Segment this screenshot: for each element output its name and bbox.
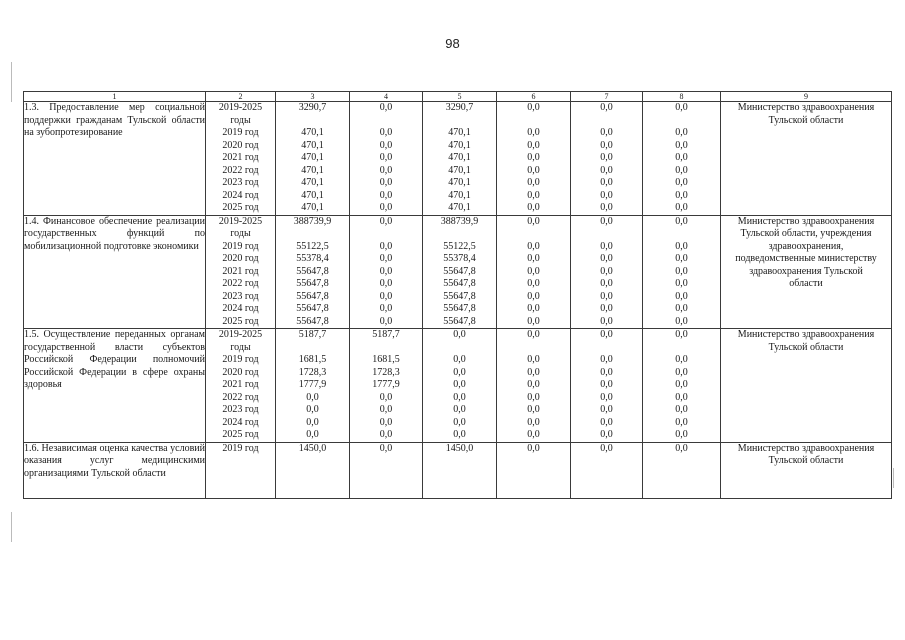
amount-value: 3290,7 <box>445 102 474 113</box>
amount-value <box>497 342 570 355</box>
period-label: 2025 год <box>222 315 259 327</box>
amount-value: 0,0 <box>379 240 393 252</box>
column-header-7: 7 <box>571 92 643 102</box>
amount-value: 0,0 <box>379 139 393 151</box>
amount-value: 0,0 <box>306 404 319 415</box>
amount-value: 55378,4 <box>296 253 329 264</box>
scan-margin-mark <box>11 512 12 542</box>
amount-value: 1681,5 <box>298 354 327 365</box>
amount-value: 0,0 <box>675 152 688 163</box>
amount-value: 0,0 <box>453 429 466 440</box>
amount-value <box>643 342 720 355</box>
amount-value: 0,0 <box>379 177 393 188</box>
amount-value: 0,0 <box>527 391 540 403</box>
amount-value: 0,0 <box>527 290 540 302</box>
amount-value: 5187,7 <box>298 329 327 340</box>
value-cell-c3 <box>276 329 350 443</box>
value-cell-c3 <box>276 442 350 498</box>
amount-value: 1681,5 <box>372 354 400 365</box>
amount-value: 0,0 <box>600 189 613 201</box>
value-cell-c7 <box>571 102 643 216</box>
amount-value: 55647,8 <box>296 303 329 314</box>
amount-value: 0,0 <box>527 177 540 188</box>
amount-value: 0,0 <box>527 189 540 201</box>
amount-value: 0,0 <box>600 416 613 428</box>
period-label: 2019 год <box>222 442 259 454</box>
period-label: 2021 год <box>222 265 259 277</box>
amount-value: 0,0 <box>600 391 613 403</box>
period-label: 2022 год <box>222 391 259 403</box>
amount-value: 55647,8 <box>296 278 329 289</box>
amount-value: 0,0 <box>600 177 613 188</box>
period-label: годы <box>230 228 251 239</box>
page-number: 98 <box>445 36 460 51</box>
header-row <box>24 92 892 102</box>
value-cell-c4 <box>350 102 423 216</box>
period-label: 2019 год <box>222 240 259 252</box>
amount-value: 0,0 <box>379 278 393 289</box>
value-cell-c8 <box>643 442 721 498</box>
amount-value: 0,0 <box>306 429 319 440</box>
amount-value: 0,0 <box>379 253 393 264</box>
amount-value <box>276 342 349 355</box>
period-label: 2024 год <box>222 416 259 428</box>
row-name-cell <box>24 329 206 443</box>
amount-value: 0,0 <box>306 416 319 428</box>
amount-value: 470,1 <box>301 127 324 138</box>
column-header-9: 9 <box>721 92 892 102</box>
amount-value: 0,0 <box>379 429 393 440</box>
value-cell-c6 <box>497 102 571 216</box>
amount-value <box>350 228 422 241</box>
amount-value: 1450,0 <box>298 442 327 454</box>
amount-value: 0,0 <box>600 278 613 289</box>
amount-value <box>643 115 720 128</box>
amount-value: 55122,5 <box>296 240 329 252</box>
amount-value: 55647,8 <box>443 303 476 314</box>
responsible-text: Министерство здравоохранения <box>737 215 875 227</box>
scan-margin-mark <box>11 62 12 102</box>
amount-value: 388739,9 <box>293 215 332 227</box>
amount-value: 0,0 <box>379 152 393 163</box>
amount-value <box>276 228 349 241</box>
amount-value: 470,1 <box>448 202 471 213</box>
amount-value: 0,0 <box>600 164 613 176</box>
amount-value <box>423 342 496 355</box>
amount-value: 0,0 <box>675 290 688 302</box>
amount-value: 0,0 <box>527 404 540 415</box>
amount-value: 0,0 <box>527 416 540 428</box>
amount-value: 0,0 <box>379 189 393 201</box>
value-cell-c5 <box>423 442 497 498</box>
period-label: 2024 год <box>222 189 259 201</box>
amount-value: 470,1 <box>301 177 324 188</box>
period-label: 2019-2025 <box>218 102 263 113</box>
value-cell-c8 <box>643 102 721 216</box>
value-cell-c4 <box>350 442 423 498</box>
period-cell <box>206 102 276 216</box>
amount-value <box>571 228 642 241</box>
amount-value: 0,0 <box>527 442 540 454</box>
amount-value: 0,0 <box>527 102 540 113</box>
amount-value <box>497 115 570 128</box>
amount-value: 0,0 <box>527 253 540 264</box>
value-cell-c5 <box>423 329 497 443</box>
amount-value: 0,0 <box>379 315 393 327</box>
amount-value: 0,0 <box>600 404 613 415</box>
amount-value: 0,0 <box>379 303 393 314</box>
amount-value: 0,0 <box>675 379 688 390</box>
row-name: 1.3. Предоставление мер социальной поддержки гражданам Тульской области на зубопротезирование <box>24 102 205 138</box>
amount-value: 0,0 <box>675 177 688 188</box>
amount-value: 55647,8 <box>296 290 329 302</box>
column-header-4: 4 <box>350 92 423 102</box>
amount-value: 0,0 <box>600 253 613 264</box>
amount-value: 0,0 <box>453 404 466 415</box>
amount-value: 0,0 <box>675 416 688 428</box>
amount-value: 470,1 <box>448 152 471 163</box>
row-name-cell <box>24 442 206 498</box>
value-cell-c6 <box>497 215 571 329</box>
responsible-text: Тульской области <box>768 114 844 126</box>
value-cell-c7 <box>571 215 643 329</box>
responsible-cell <box>721 329 892 443</box>
amount-value: 0,0 <box>600 315 613 327</box>
amount-value: 0,0 <box>379 265 393 277</box>
value-cell-c7 <box>571 329 643 443</box>
period-label: 2020 год <box>222 253 259 264</box>
row-name: 1.5. Осуществление переданных органам государственной власти субъектов Российской Федерации полномочий Российской Федерации в сфере охраны здоровья <box>24 329 205 390</box>
amount-value: 0,0 <box>527 303 540 314</box>
amount-value: 0,0 <box>600 303 613 314</box>
amount-value: 0,0 <box>527 240 540 252</box>
amount-value: 470,1 <box>301 189 324 201</box>
amount-value: 0,0 <box>675 253 688 264</box>
amount-value: 0,0 <box>600 354 613 365</box>
amount-value: 0,0 <box>600 102 613 113</box>
row-name: 1.6. Независимая оценка качества условий оказания услуг медицинскими организациями Тульской области <box>24 442 205 479</box>
period-label: 2023 год <box>222 290 259 302</box>
amount-value: 0,0 <box>675 315 688 327</box>
responsible-cell <box>721 215 892 329</box>
amount-value: 0,0 <box>379 404 393 415</box>
responsible-text: подведомственные министерству <box>735 253 877 264</box>
amount-value: 0,0 <box>453 354 466 365</box>
budget-table <box>23 91 892 499</box>
amount-value <box>423 115 496 128</box>
period-label: 2021 год <box>222 152 259 163</box>
responsible-text: здравоохранения Тульской <box>749 265 863 277</box>
scan-margin-mark <box>893 468 894 488</box>
amount-value <box>423 228 496 241</box>
amount-value <box>497 228 570 241</box>
amount-value: 470,1 <box>301 139 324 151</box>
amount-value: 55647,8 <box>296 265 329 277</box>
amount-value: 0,0 <box>527 379 540 390</box>
amount-value: 55647,8 <box>443 290 476 302</box>
amount-value: 0,0 <box>675 303 688 314</box>
amount-value: 0,0 <box>527 127 540 138</box>
amount-value: 0,0 <box>527 366 540 378</box>
amount-value: 1728,3 <box>298 366 327 378</box>
amount-value: 0,0 <box>306 391 319 403</box>
period-label: 2020 год <box>222 139 259 151</box>
amount-value <box>643 228 720 241</box>
amount-value: 0,0 <box>453 416 466 428</box>
value-cell-c5 <box>423 215 497 329</box>
amount-value <box>571 115 642 128</box>
period-label: 2022 год <box>222 164 259 176</box>
amount-value: 0,0 <box>379 202 393 213</box>
amount-value <box>276 115 349 128</box>
value-cell-c8 <box>643 215 721 329</box>
table-row <box>24 442 892 498</box>
responsible-text: Тульской области, учреждения <box>740 228 872 239</box>
period-label: 2019-2025 <box>218 215 263 227</box>
amount-value: 470,1 <box>448 127 471 138</box>
amount-value: 0,0 <box>600 152 613 163</box>
amount-value: 0,0 <box>675 442 688 454</box>
column-header-8: 8 <box>643 92 721 102</box>
amount-value: 55647,8 <box>443 315 476 327</box>
value-cell-c7 <box>571 442 643 498</box>
period-cell <box>206 329 276 443</box>
amount-value: 0,0 <box>600 215 613 227</box>
amount-value: 0,0 <box>675 164 688 176</box>
amount-value: 55122,5 <box>443 240 476 252</box>
amount-value: 0,0 <box>527 278 540 289</box>
column-header-1: 1 <box>24 92 206 102</box>
row-name-cell <box>24 102 206 216</box>
table-row <box>24 102 892 216</box>
amount-value: 0,0 <box>675 240 688 252</box>
amount-value: 0,0 <box>675 278 688 289</box>
period-label: 2024 год <box>222 303 259 314</box>
amount-value: 1777,9 <box>298 379 327 390</box>
amount-value: 0,0 <box>675 102 688 113</box>
responsible-text: Тульской области <box>768 341 844 353</box>
amount-value: 0,0 <box>600 290 613 302</box>
amount-value: 0,0 <box>453 366 466 378</box>
value-cell-c3 <box>276 215 350 329</box>
table-row <box>24 329 892 443</box>
value-cell-c8 <box>643 329 721 443</box>
amount-value: 5187,7 <box>372 329 400 340</box>
value-cell-c4 <box>350 215 423 329</box>
amount-value: 0,0 <box>675 329 688 340</box>
amount-value: 0,0 <box>527 315 540 327</box>
amount-value: 0,0 <box>379 391 393 403</box>
amount-value: 0,0 <box>600 442 613 454</box>
amount-value: 470,1 <box>301 202 324 213</box>
responsible-cell <box>721 102 892 216</box>
responsible-text: Министерство здравоохранения <box>737 102 875 113</box>
responsible-text: Тульской области <box>768 455 844 466</box>
period-label: 2025 год <box>222 202 259 213</box>
amount-value: 0,0 <box>527 429 540 440</box>
period-label: 2022 год <box>222 278 259 289</box>
amount-value: 0,0 <box>379 442 393 454</box>
amount-value: 0,0 <box>675 404 688 415</box>
amount-value: 1777,9 <box>372 379 400 390</box>
amount-value: 0,0 <box>600 265 613 277</box>
amount-value: 0,0 <box>453 391 466 403</box>
amount-value: 0,0 <box>675 215 688 227</box>
amount-value: 0,0 <box>527 139 540 151</box>
period-cell <box>206 215 276 329</box>
amount-value: 0,0 <box>600 379 613 390</box>
amount-value: 0,0 <box>527 164 540 176</box>
amount-value: 0,0 <box>379 416 393 428</box>
amount-value: 0,0 <box>379 215 393 227</box>
amount-value: 0,0 <box>527 265 540 277</box>
amount-value: 1728,3 <box>372 366 400 378</box>
amount-value: 0,0 <box>527 354 540 365</box>
amount-value: 0,0 <box>675 354 688 365</box>
value-cell-c3 <box>276 102 350 216</box>
amount-value: 55647,8 <box>296 315 329 327</box>
amount-value: 0,0 <box>379 290 393 302</box>
period-label: 2023 год <box>222 177 259 188</box>
table-body <box>24 92 892 499</box>
amount-value: 470,1 <box>301 164 324 176</box>
responsible-text: Министерство здравоохранения <box>737 442 875 454</box>
amount-value: 0,0 <box>600 366 613 378</box>
value-cell-c6 <box>497 329 571 443</box>
period-label: годы <box>230 114 251 126</box>
amount-value <box>350 342 422 355</box>
period-label: 2019-2025 <box>218 329 263 340</box>
amount-value: 0,0 <box>453 379 466 390</box>
period-label: 2023 год <box>222 404 259 415</box>
responsible-cell <box>721 442 892 498</box>
amount-value: 0,0 <box>600 329 613 340</box>
amount-value: 0,0 <box>600 127 613 138</box>
row-name: 1.4. Финансовое обеспечение реализации государственных функций по мобилизационной подготовке экономики <box>24 215 205 252</box>
amount-value: 0,0 <box>675 366 688 378</box>
amount-value: 470,1 <box>448 164 471 176</box>
amount-value: 0,0 <box>675 189 688 201</box>
responsible-text: здравоохранения, <box>768 240 844 252</box>
amount-value: 470,1 <box>301 152 324 163</box>
amount-value: 0,0 <box>675 139 688 151</box>
amount-value: 1450,0 <box>445 442 474 454</box>
amount-value: 0,0 <box>675 429 688 440</box>
amount-value: 0,0 <box>453 329 466 340</box>
amount-value: 0,0 <box>600 240 613 252</box>
amount-value: 388739,9 <box>440 215 479 227</box>
amount-value: 0,0 <box>675 391 688 403</box>
row-name-cell <box>24 215 206 329</box>
column-header-5: 5 <box>423 92 497 102</box>
amount-value: 470,1 <box>448 177 471 188</box>
amount-value <box>350 115 422 128</box>
amount-value: 0,0 <box>527 152 540 163</box>
amount-value: 470,1 <box>448 139 471 151</box>
period-label: 2025 год <box>222 429 259 440</box>
period-label: 2021 год <box>222 379 259 390</box>
amount-value: 0,0 <box>675 202 688 213</box>
column-header-6: 6 <box>497 92 571 102</box>
amount-value: 0,0 <box>675 127 688 138</box>
amount-value <box>571 342 642 355</box>
amount-value: 3290,7 <box>298 102 327 113</box>
amount-value: 0,0 <box>379 164 393 176</box>
period-cell <box>206 442 276 498</box>
amount-value: 0,0 <box>379 102 393 113</box>
amount-value: 0,0 <box>527 202 540 213</box>
amount-value: 55647,8 <box>443 278 476 289</box>
amount-value: 470,1 <box>448 189 471 201</box>
period-label: годы <box>230 341 251 353</box>
amount-value: 0,0 <box>600 139 613 151</box>
amount-value: 0,0 <box>600 429 613 440</box>
value-cell-c4 <box>350 329 423 443</box>
amount-value: 0,0 <box>527 329 540 340</box>
column-header-3: 3 <box>276 92 350 102</box>
value-cell-c6 <box>497 442 571 498</box>
period-label: 2019 год <box>222 354 259 365</box>
responsible-text: Министерство здравоохранения <box>737 329 875 340</box>
amount-value: 55647,8 <box>443 265 476 277</box>
period-label: 2019 год <box>222 127 259 138</box>
responsible-text: области <box>789 278 823 289</box>
column-header-2: 2 <box>206 92 276 102</box>
amount-value: 0,0 <box>600 202 613 213</box>
table-row <box>24 215 892 329</box>
value-cell-c5 <box>423 102 497 216</box>
amount-value: 0,0 <box>675 265 688 277</box>
amount-value: 0,0 <box>379 127 393 138</box>
period-label: 2020 год <box>222 366 259 378</box>
amount-value: 55378,4 <box>443 253 476 264</box>
amount-value: 0,0 <box>527 215 540 227</box>
